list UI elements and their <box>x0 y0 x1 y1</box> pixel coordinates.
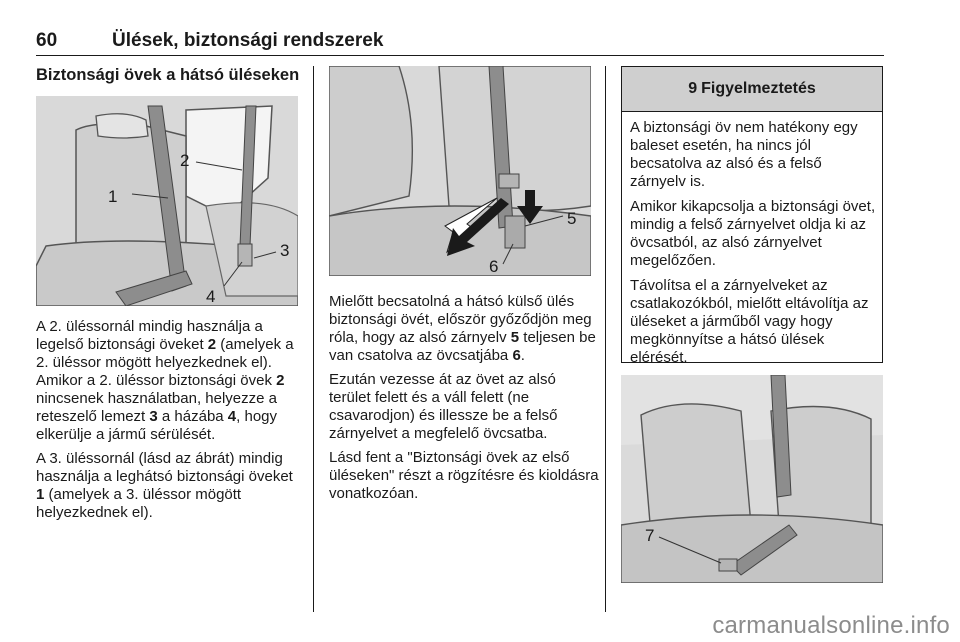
column-divider-1 <box>313 66 314 612</box>
warning-paragraph-3: Távolítsa el a zárnyelveket az csatlakozókból, mielőtt eltávolítja az üléseket a járműből vagy hogy megkönnyítse a hátsó ülések elérését. <box>630 277 869 366</box>
ref-number: 2 <box>276 372 285 389</box>
page-header <box>36 30 884 54</box>
figure-buckle-lower-tongue <box>329 66 591 276</box>
ref-number: 5 <box>510 329 520 346</box>
ref-number: 1 <box>36 486 45 503</box>
col2-paragraph-2: Ezután vezesse át az övet az alsó terület felett és a váll felett (ne csavarodjon) és illessze be a felső zárnyelvet a megfelelő övcsatba. <box>329 371 558 442</box>
warning-body <box>622 112 882 367</box>
col1-paragraph-2: A 3. üléssornál (lásd az ábrát) mindig használja a leghátsó biztonsági öveket 1 (amelyek a 3. üléssor mögött helyezkednek el). <box>36 450 293 521</box>
ref-number: 4 <box>227 408 237 425</box>
warning-box <box>621 66 883 366</box>
callout-3: 3 <box>280 241 290 260</box>
callout-1: 1 <box>108 187 118 206</box>
col2-paragraph-1: Mielőtt becsatolná a hátsó külső ülés biztonsági övét, először győződjön meg róla, hogy az alsó zárnyelv 5 teljesen be van csatolva az övcsatjába 6. <box>329 293 596 364</box>
watermark: carmanualsonline.info <box>712 612 950 639</box>
ref-number: 2 <box>207 336 217 353</box>
ref-number: 3 <box>149 408 158 425</box>
figure-rear-seat-belts-row2 <box>36 96 298 306</box>
section-title: Biztonsági övek a hátsó üléseken <box>36 66 300 84</box>
warning-icon: 9 <box>688 80 698 97</box>
callout-6: 6 <box>489 257 499 276</box>
page-title: Ülések, biztonsági rendszerek <box>112 30 384 51</box>
ref-number: 6 <box>512 347 521 364</box>
col1-paragraph-1: A 2. üléssornál mindig használja a legelső biztonsági öveket 2 (amelyek a 2. üléssor mögött helyezkednek el). Amikor a 2. üléssor biztonsági övek 2 nincsenek használatban, helyezze a reteszelő lemezt 3 a házába 4, hogy elkerülje a jármű sérülését. <box>36 318 294 443</box>
callout-2: 2 <box>180 151 190 170</box>
col2-paragraph-3: Lásd fent a "Biztonsági övek az első üléseken" részt a rögzítésre és kioldásra vonatkozóan. <box>329 449 599 502</box>
callout-7: 7 <box>645 526 655 545</box>
col2-body <box>329 293 599 509</box>
col1-body <box>36 318 302 528</box>
warning-paragraph-1: A biztonsági öv nem hatékony egy baleset esetén, ha nincs jól becsatolva az alsó és a felső zárnyelv is. <box>630 119 858 190</box>
callout-5: 5 <box>567 209 577 228</box>
warning-paragraph-2: Amikor kikapcsolja a biztonsági övet, mindig a felső zárnyelvet oldja ki az övcsatból, az alsó zárnyelvet megelőzően. <box>630 198 876 269</box>
callout-4: 4 <box>206 287 216 306</box>
page-number: 60 <box>36 30 58 51</box>
warning-title: Figyelmeztetés <box>701 80 816 97</box>
header-rule <box>36 55 884 56</box>
figure-third-row-belt <box>621 375 883 583</box>
column-divider-2 <box>605 66 606 612</box>
warning-header <box>622 67 882 112</box>
